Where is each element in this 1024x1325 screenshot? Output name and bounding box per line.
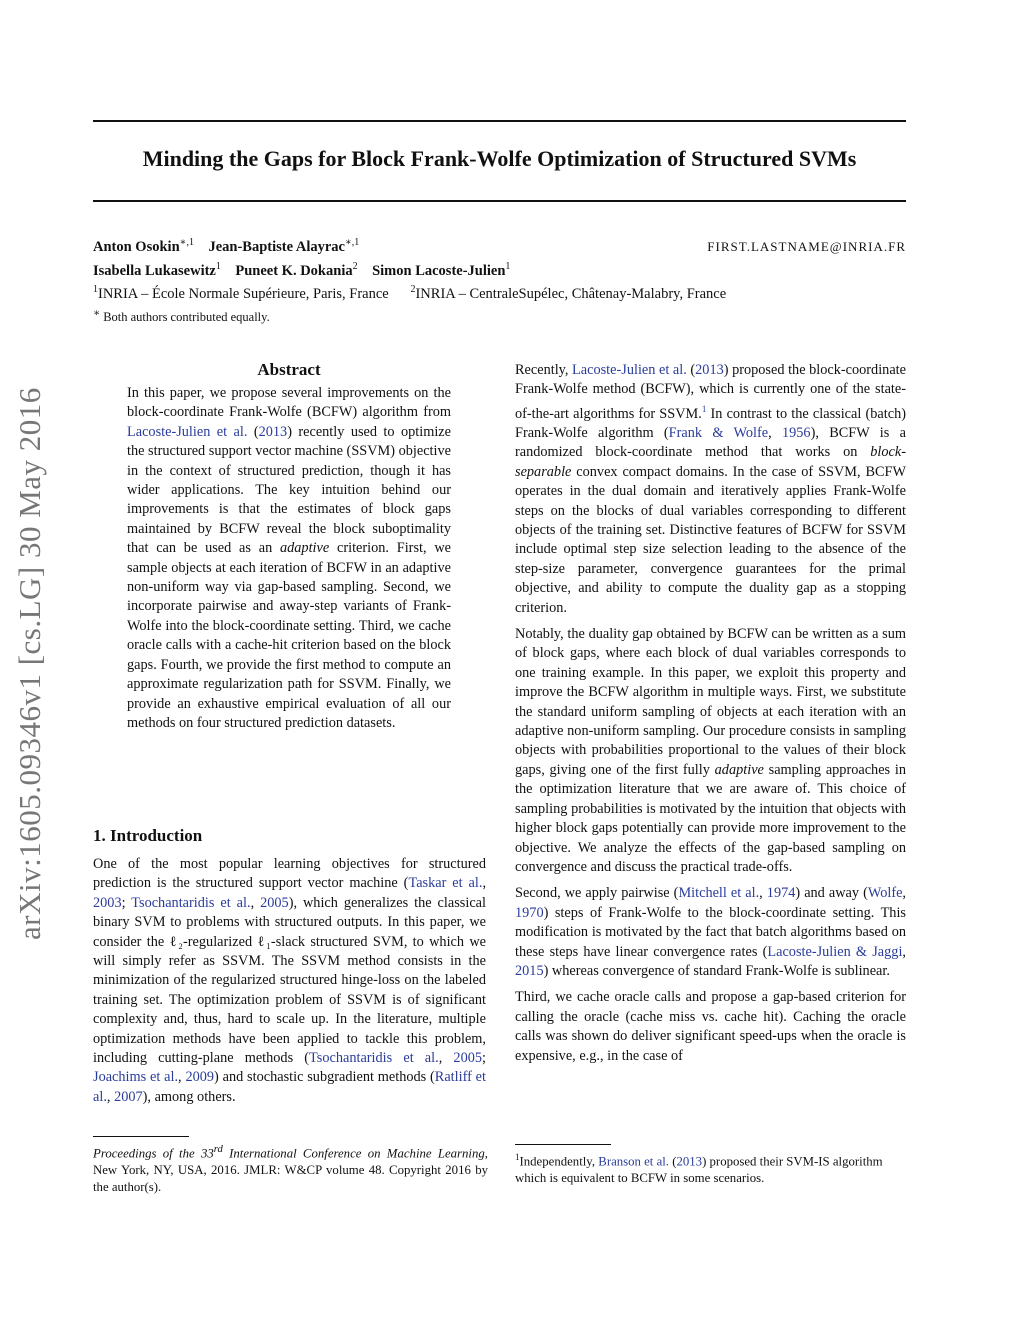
citation-link[interactable]: Mitchell et al. xyxy=(678,885,760,902)
top-rule xyxy=(93,120,906,122)
citation-link[interactable]: Lacoste-Julien et al. xyxy=(127,423,248,440)
author-line-2: Isabella Lukasewitz$^1$ Puneet K. Dokania$^2$ Simon Lacoste-Julien$^1$ xyxy=(93,261,511,279)
affiliation-2: INRIA – CentraleSupélec, Châtenay-Malabry, France xyxy=(415,285,727,302)
footnote-1: $^1$Independently, Branson et al. (2013) proposed their SVM-IS algorithm which is equivalent to BCFW in some scenarios. xyxy=(515,1152,883,1186)
citation-link[interactable]: 2013 xyxy=(695,362,724,378)
citation-link[interactable]: 2007 xyxy=(114,1088,143,1105)
author-line-1: Anton Osokin$^{∗,1}$ Jean-Baptiste Alayrac$^{∗,1}$ xyxy=(93,237,360,255)
author-email: FIRST.LASTNAME@INRIA.FR xyxy=(707,239,906,254)
citation-link[interactable]: 1974 xyxy=(766,885,796,902)
author-name: Puneet K. Dokania xyxy=(235,262,353,279)
citation-link[interactable]: 2003 xyxy=(93,894,122,911)
citation-link[interactable]: Tsochantaridis et al. xyxy=(309,1050,439,1067)
citation-link[interactable]: Lacoste-Julien & Jaggi xyxy=(767,943,903,960)
author-name: Jean-Baptiste Alayrac xyxy=(208,238,345,255)
citation-link[interactable]: Wolfe xyxy=(867,885,903,902)
citation-link[interactable]: 2005 xyxy=(453,1050,483,1067)
citation-link[interactable]: 2009 xyxy=(185,1069,215,1086)
title-bottom-rule xyxy=(93,200,906,202)
citation-link[interactable]: 2013 xyxy=(258,423,288,440)
paragraph: Notably, the duality gap obtained by BCFW can be written as a sum of block gaps, where each block of dual variables corresponds to one training example. In this paper, we exploit this property and improve the BCFW algorithm in multiple ways. First, we substitute the standard uniform sampling of objects at each iteration with an adaptive non-uniform sampling. Our procedure consists in sampling objects with probabilities proportional to the values of their block gaps, giving one of the first fully adaptive sampling approaches in the optimization literature that we are aware of. This choice of sampling probabilities is motivated by the intuition that objects with higher block gaps potentially can provide more improvement to the objective. We analyze the effects of the gap-based sampling on convergence and discuss the practical trade-offs. xyxy=(515,626,906,875)
author-name: Isabella Lukasewitz xyxy=(93,262,216,279)
citation-link[interactable]: Ratliff et al. xyxy=(93,1069,486,1105)
abstract-body: In this paper, we propose several improvements on the block-coordinate Frank-Wolfe (BCFW) algorithm from Lacoste-Julien et al. (2013) recently used to optimize the structured support vector machine (SSVM) objective in the context of structured prediction, though it has wider applications. The key intuition behind our improvements is that the estimates of block gaps maintained by BCFW reveal the block suboptimality that can be used as an adaptive criterion. First, we sample objects at each iteration of BCFW in an adaptive non-uniform way via gap-based sampling. Second, we incorporate pairwise and away-step variants of Frank-Wolfe into the block-coordinate setting. Third, we cache oracle calls with a cache-hit criterion based on the block gaps. Fourth, we provide the first method to compute an approximate regularization path for SSVM. Finally, we provide an exhaustive empirical evaluation of all our methods on four structured prediction datasets. xyxy=(127,385,451,731)
right-column xyxy=(515,361,906,1073)
paper-title: Minding the Gaps for Block Frank-Wolfe Optimization of Structured SVMs xyxy=(142,146,857,171)
proceedings-note: Proceedings of the 33rd International Conference on Machine Learning, New York, NY, USA, 2016. JMLR: W&CP volume 48. Copyright 2016 by the author(s). xyxy=(93,1144,488,1195)
citation-link[interactable]: Lacoste-Julien et al. xyxy=(572,362,687,378)
citation-link[interactable]: Tsochantaridis et al. xyxy=(131,894,251,911)
paragraph: Third, we cache oracle calls and propose a gap-based criterion for calling the oracle (cache miss vs. cache hit). Caching the oracle calls was shown do deliver significant speed-ups when the oracle is expensive, e.g., in the case of xyxy=(515,989,906,1064)
citation-link[interactable]: 1970 xyxy=(515,904,544,921)
paragraph: Recently, Lacoste-Julien et al. (2013) proposed the block-coordinate Frank-Wolfe method (BCFW), which is currently one of the state-of-the-art algorithms for SSVM.$^1$ In contrast to the classical (batch) Frank-Wolfe algorithm (Frank & Wolfe, 1956), BCFW is a randomized block-coordinate method that works on block-separable convex compact domains. In the case of SSVM, BCFW operates in the dual domain and iteratively applies Frank-Wolfe steps on the blocks of dual variables corresponding to different objects of the training set. Distinctive features of BCFW for SSVM include optimal step size selection leading to the absence of the step-size parameter, convergence guarantees for the primal objective, and ability to compute the duality gap as a stopping criterion. xyxy=(515,362,906,616)
footnote-rule xyxy=(515,1144,611,1145)
footnote-marker[interactable]: 1 xyxy=(701,403,707,414)
arxiv-stamp: arXiv:1605.09346v1 [cs.LG] 30 May 2016 xyxy=(12,387,47,940)
citation-link[interactable]: Frank & Wolfe xyxy=(668,424,769,441)
author-name: Simon Lacoste-Julien xyxy=(372,262,506,279)
section-heading-introduction: 1. Introduction xyxy=(93,826,203,845)
introduction-paragraph: One of the most popular learning objectives for structured prediction is the structured support vector machine (Taskar et al., 2003; Tsochantaridis et al., 2005), which generalizes the classical binary SVM to problems with structured outputs. In this paper, we consider the ℓ₂-regularized ℓ₁-slack structured SVM, to which we will simply refer as SSVM. The SSVM method consists in the minimization of the regularized structured hinge-loss on the labeled training set. The optimization problem of SSVM is of significant complexity and, thus, hard to scale up. In the literature, multiple optimization methods have been applied to tackle this problem, including cutting-plane methods (Tsochantaridis et al., 2005; Joachims et al., 2009) and stochastic subgradient methods (Ratliff et al., 2007), among others. xyxy=(93,856,487,1105)
citation-link[interactable]: 1956 xyxy=(781,424,811,441)
citation-link[interactable]: Taskar et al. xyxy=(408,875,483,892)
abstract-heading: Abstract xyxy=(257,360,321,379)
affiliations: $^1$INRIA – École Normale Supérieure, Paris, France $^2$INRIA – CentraleSupélec, Châtenay-Malabry, France xyxy=(93,284,727,302)
equal-contribution-note: ∗ Both authors contributed equally. xyxy=(93,308,270,325)
citation-link[interactable]: Joachims et al. xyxy=(93,1069,179,1086)
citation-link[interactable]: 2015 xyxy=(515,962,544,979)
affiliation-1: INRIA – École Normale Supérieure, Paris, France xyxy=(98,285,389,302)
author-name: Anton Osokin xyxy=(93,238,180,255)
citation-link[interactable]: 2013 xyxy=(676,1154,703,1169)
footnote-rule xyxy=(93,1136,189,1137)
citation-link[interactable]: 2005 xyxy=(260,894,289,911)
paragraph: Second, we apply pairwise (Mitchell et al., 1974) and away (Wolfe, 1970) steps of Frank-Wolfe to the block-coordinate setting. This modification is motivated by the fact that batch algorithms based on these steps have linear convergence rates (Lacoste-Julien & Jaggi, 2015) whereas convergence of standard Frank-Wolfe is sublinear. xyxy=(515,885,906,979)
citation-link[interactable]: Branson et al. xyxy=(598,1154,670,1169)
